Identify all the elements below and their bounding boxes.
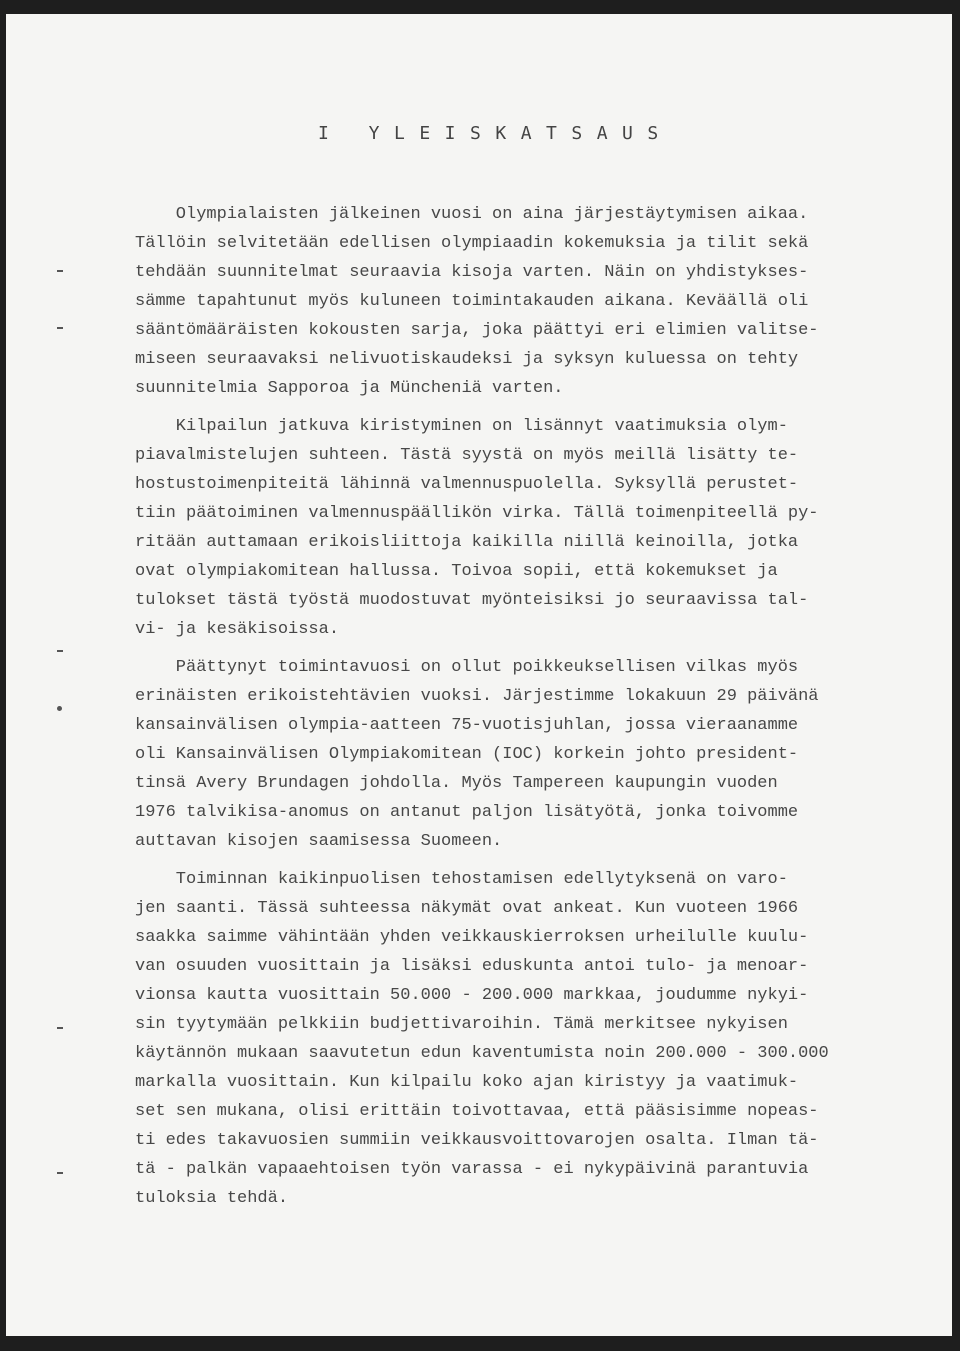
- text-line: tiin päätoiminen valmennuspäällikön virka. Tällä toimenpiteellä py-: [135, 504, 819, 523]
- text-line: set sen mukana, olisi erittäin toivottavaa, että pääsisimme nopeas-: [135, 1102, 819, 1121]
- text-line: saakka saimme vähintään yhden veikkauskierroksen urheilulle kuulu-: [135, 928, 809, 947]
- margin-mark: [57, 327, 63, 329]
- paragraph: [135, 865, 935, 1213]
- text-line: ovat olympiakomitean hallussa. Toivoa sopii, että kokemukset ja: [135, 562, 778, 581]
- text-line: sääntömääräisten kokousten sarja, joka päättyi eri elimien valitse-: [135, 321, 819, 340]
- text-line: suunnitelmia Sapporoa ja Müncheniä varten.: [135, 379, 564, 398]
- text-line: van osuuden vuosittain ja lisäksi eduskunta antoi tulo- ja menoar-: [135, 957, 809, 976]
- document-body: [135, 200, 935, 1213]
- text-line: Kilpailun jatkuva kiristyminen on lisännyt vaatimuksia olym-: [135, 417, 788, 436]
- text-line: jen saanti. Tässä suhteessa näkymät ovat ankeat. Kun vuoteen 1966: [135, 899, 799, 918]
- text-line: tehdään suunnitelmat seuraavia kisoja varten. Näin on yhdistykses-: [135, 263, 809, 282]
- text-line: Toiminnan kaikinpuolisen tehostamisen edellytyksenä on varo-: [135, 870, 788, 889]
- text-line: piavalmistelujen suhteen. Tästä syystä on myös meillä lisätty te-: [135, 446, 799, 465]
- text-line: sämme tapahtunut myös kuluneen toimintakauden aikana. Keväällä oli: [135, 292, 809, 311]
- text-line: auttavan kisojen saamisessa Suomeen.: [135, 832, 503, 851]
- text-line: oli Kansainvälisen Olympiakomitean (IOC) korkein johto president-: [135, 745, 799, 764]
- margin-mark: [57, 1172, 63, 1174]
- margin-mark: [57, 270, 63, 272]
- text-line: ti edes takavuosien summiin veikkausvoittovarojen osalta. Ilman tä-: [135, 1131, 819, 1150]
- text-line: miseen seuraavaksi nelivuotiskaudeksi ja syksyn kuluessa on tehty: [135, 350, 799, 369]
- page-title: I YLEISKATSAUS: [318, 123, 673, 144]
- text-line: sin tyytymään pelkkiin budjettivaroihin. Tämä merkitsee nykyisen: [135, 1015, 788, 1034]
- text-line: hostustoimenpiteitä lähinnä valmennuspuolella. Syksyllä perustet-: [135, 475, 799, 494]
- text-line: tinsä Avery Brundagen johdolla. Myös Tampereen kaupungin vuoden: [135, 774, 778, 793]
- text-line: Tällöin selvitetään edellisen olympiaadin kokemuksia ja tilit sekä: [135, 234, 809, 253]
- margin-mark: [57, 1027, 63, 1029]
- text-line: käytännön mukaan saavutetun edun kaventumista noin 200.000 - 300.000: [135, 1044, 829, 1063]
- text-line: vi- ja kesäkisoissa.: [135, 620, 340, 639]
- text-line: Olympialaisten jälkeinen vuosi on aina järjestäytymisen aikaa.: [135, 205, 809, 224]
- paragraph: [135, 200, 935, 403]
- text-line: 1976 talvikisa-anomus on antanut paljon lisätyötä, jonka toivomme: [135, 803, 799, 822]
- text-line: tulokset tästä työstä muodostuvat myönteisiksi jo seuraavissa tal-: [135, 591, 809, 610]
- text-line: Päättynyt toimintavuosi on ollut poikkeuksellisen vilkas myös: [135, 658, 799, 677]
- text-line: tuloksia tehdä.: [135, 1189, 289, 1208]
- text-line: erinäisten erikoistehtävien vuoksi. Järjestimme lokakuun 29 päivänä: [135, 687, 819, 706]
- text-line: markalla vuosittain. Kun kilpailu koko ajan kiristyy ja vaatimuk-: [135, 1073, 799, 1092]
- margin-mark: [57, 706, 62, 711]
- text-line: vionsa kautta vuosittain 50.000 - 200.000 markkaa, joudumme nykyi-: [135, 986, 809, 1005]
- text-line: ritään auttamaan erikoisliittoja kaikilla niillä keinoilla, jotka: [135, 533, 799, 552]
- margin-mark: [57, 650, 63, 652]
- paragraph: [135, 412, 935, 644]
- paragraph: [135, 653, 935, 856]
- text-line: kansainvälisen olympia-aatteen 75-vuotisjuhlan, jossa vieraanamme: [135, 716, 799, 735]
- text-line: tä - palkän vapaaehtoisen työn varassa - ei nykypäivinä parantuvia: [135, 1160, 809, 1179]
